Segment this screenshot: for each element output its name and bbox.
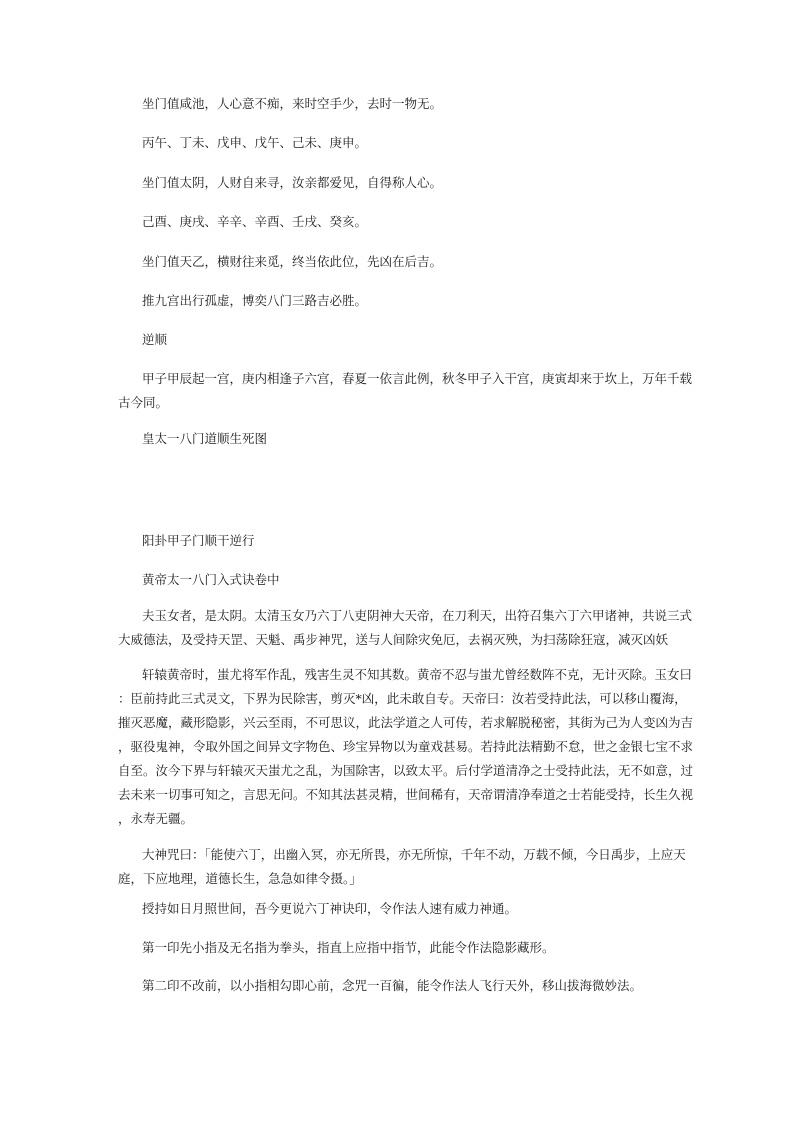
paragraph-line: 自至。汝今下界与轩辕灭天蚩尤之乱，为国除害，以致太平。后付学道清净之士受持此法，无不如意，过 <box>118 763 694 778</box>
paragraph <box>118 604 692 652</box>
paragraph-line: 授持如日月照世间，吾今更说六丁神诀印，令作法人速有威力神通。 <box>142 901 518 916</box>
paragraph-line: 古今同。 <box>118 395 169 410</box>
paragraph-line: 皇太一八门道顺生死图 <box>142 431 268 446</box>
paragraph <box>142 131 367 155</box>
paragraph-line: 黄帝太一八门入式诀卷中 <box>142 572 280 587</box>
paragraph <box>142 974 642 998</box>
paragraph-line: 大神咒曰：「能使六丁，出幽入冥，亦无所畏，亦无所惊，千年不动，万载不倾，今日禹步，上应天 <box>142 847 686 862</box>
paragraph-line: 甲子甲辰起一宫，庚内相逢子六宫，春夏一依言此例，秋冬甲子入干宫，庚寅却来于坎上，万年千载 <box>142 371 693 386</box>
paragraph <box>118 663 693 831</box>
paragraph-line: 坐门值太阴，人财自来寻，汝亲都爱见，自得称人心。 <box>142 175 443 190</box>
paragraph <box>142 936 555 960</box>
paragraph <box>142 568 280 592</box>
paragraph <box>142 289 367 313</box>
paragraph-line: ，永寿无疆。 <box>118 811 194 826</box>
paragraph-line: 推九宫出行孤虚，博奕八门三路吉必胜。 <box>142 293 368 308</box>
paragraph <box>142 328 167 352</box>
paragraph-line: 摧灭恶魔，藏形隐影，兴云至雨，不可思议，此法学道之人可传，若求解脱秘密，其街为己为人变凶为吉 <box>118 715 694 730</box>
paragraph-line: 坐门值天乙，横财往来觅，终当依此位，先凶在后吉。 <box>142 254 443 269</box>
paragraph <box>118 843 686 891</box>
paragraph-line: 逆顺 <box>142 332 168 347</box>
paragraph <box>118 367 692 415</box>
paragraph <box>142 171 442 195</box>
paragraph-line: ，驱役鬼神，令取外国之间异文字物色、珍宝异物以为童戏甚易。若持此法精勤不怠，世之金银七宝不求 <box>118 739 694 754</box>
paragraph-line: 己酉、庚戌、辛辛、辛酉、壬戌、癸亥。 <box>142 214 368 229</box>
paragraph-line: 轩辕黄帝时，蚩尤将军作乱，残害生灵不知其数。黄帝不忍与蚩尤曾经数阵不克，无计灭除。玉女曰 <box>142 667 693 682</box>
paragraph <box>142 529 255 553</box>
paragraph <box>142 427 267 451</box>
paragraph-line: 去未来一切事可知之，言思无问。不知其法甚灵精，世间稀有，天帝谓清净奉道之士若能受持，长生久视 <box>118 787 694 802</box>
paragraph <box>142 92 442 116</box>
paragraph-line: 第二印不改前，以小指相勾即心前，念咒一百徧，能令作法人飞行天外，移山拔海微妙法。 <box>142 978 643 993</box>
paragraph <box>142 210 367 234</box>
paragraph <box>142 897 517 921</box>
paragraph-line: ：臣前持此三式灵文，下界为民除害，剪灭*凶，此未敢自专。天帝曰：汝若受持此法，可以移山覆海， <box>118 691 687 706</box>
paragraph-line: 大威德法，及受持天罡、天魁、禹步神咒，送与人间除灾免厄，去祸灭殃，为扫荡除狂寇，减灭凶妖 <box>118 632 669 647</box>
paragraph-line: 庭，下应地理，道德长生，急急如律令摄。」 <box>118 871 362 886</box>
paragraph-line: 丙午、丁未、戊申、戊午、己未、庚申。 <box>142 135 368 150</box>
paragraph-line: 阳卦甲子门顺干逆行 <box>142 533 255 548</box>
paragraph-line: 夫玉女者，是太阴。太清玉女乃六丁八吏阴神大天帝，在刀利天，出符召集六丁六甲诸神，共说三式 <box>142 608 693 623</box>
paragraph-line: 坐门值咸池，人心意不痴，来时空手少，去时一物无。 <box>142 96 443 111</box>
paragraph-line: 第一印先小指及无名指为拳头，指直上应指中指节，此能令作法隐影藏形。 <box>142 940 555 955</box>
paragraph <box>142 250 442 274</box>
